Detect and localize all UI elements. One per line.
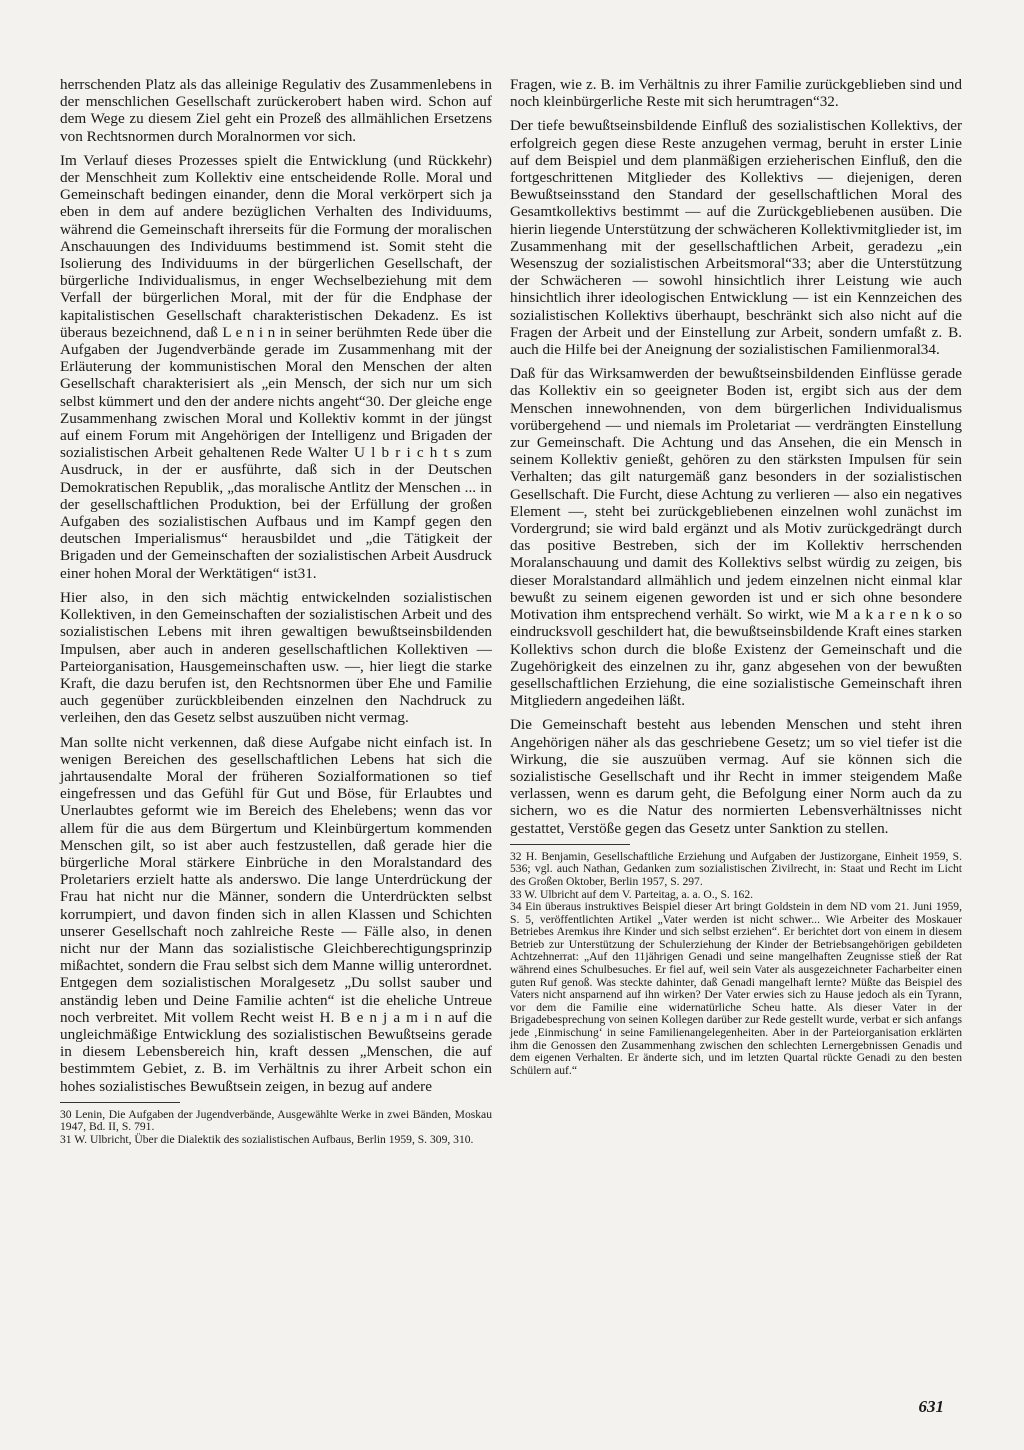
- footnotes: [60, 1109, 492, 1147]
- footnote: 31 W. Ulbricht, Über die Dialektik des sozialistischen Aufbaus, Berlin 1959, S. 309, 310.: [60, 1132, 474, 1146]
- paragraph: Der tiefe bewußtseinsbildende Einfluß des sozialistischen Kollektivs, der erfolgreich gegen diese Reste anzugehen vermag, beruht in erster Linie auf dem Beispiel und dem planmäßigen erzieherischen Einfluß, den die fortgeschrittenen Mitglieder des Kollektivs — diejenigen, deren Bewußtseinsstand den Standard der gesellschaftlichen Moral des Gesamtkollektivs bestimmt — auf die Zurückgebliebenen ausüben. Die hierin liegende Unterstützung der schwächeren Kollektivmitglieder ist, im Zusammenhang mit der gesellschaftlichen Arbeit, geradezu „ein Wesenszug der sozialistischen Arbeitsmoral“33; aber die Unterstützung der Schwächeren — sowohl hinsichtlich ihrer Leistung wie auch hinsichtlich ihrer ideologischen Entwicklung — ist ein Kennzeichen des sozialistischen Kollektivs überhaupt, beschränkt sich also nicht auf die Fragen der Arbeit und der Einstellung zur Arbeit, sondern umfaßt z. B. auch die Hilfe bei der Aneignung der sozialistischen Familienmoral34.: [510, 117, 962, 359]
- paragraph: Im Verlauf dieses Prozesses spielt die Entwicklung (und Rückkehr) der Menschheit zum Kollektiv eine entscheidende Rolle. Moral und Gemeinschaft bedingen einander, denn die Moral verkörpert sich ja eben in dem auf andere bezüglichen Verhalten des Individuums, während die Gemeinschaft ihrerseits für die Formung der moralischen Anschauungen des Individuums bestimmend ist. Somit steht die Isolierung des Individuums in der bürgerlichen Gesellschaft, der bürgerliche Individualismus, in enger Wechselbeziehung mit dem Verfall der bürgerlichen Moral, mit der für die Endphase der kapitalistischen Gesellschaft charakteristischen Dekadenz. Es ist überaus bezeichnend, daß L e n i n in seiner berühmten Rede über die Aufgaben der Jugendverbände gerade im Zusammenhang mit der Erläuterung der kommunistischen Moral den Menschen der alten Gesellschaft charakterisiert als „ein Mensch, der sich nur um sich selbst kümmert und den der andere nichts angeht“30. Der gleiche enge Zusammenhang zwischen Moral und Kollektiv kommt in der jüngst auf einem Forum mit Angehörigen der Intelligenz und Brigaden der sozialistischen Arbeit gehaltenen Rede Walter U l b r i c h t s zum Ausdruck, in der er ausführte, daß sich in der Deutschen Demokratischen Republik, „das moralische Antlitz der Menschen ... in der gesellschaftlichen Produktion, bei der Erfüllung der großen Aufgaben des sozialistischen Aufbaus und im Kampf gegen den deutschen Imperialismus“ herausbildet und „die Tätigkeit der Brigaden und der Gemeinschaften der sozialistischen Arbeit Ausdruck einer hohen Moral der Werktätigen“ ist31.: [60, 151, 492, 582]
- left-column: [60, 76, 492, 1147]
- paragraph: Hier also, in den sich mächtig entwickelnden sozialistischen Kollektiven, in den Gemeinschaften der sozialistischen Arbeit und des sozialistischen Lebens mit ihren gewaltigen bewußtseinsbildenden Impulsen, aber auch in anderen gesellschaftlichen Kollektiven — Parteiorganisation, Hausgemeinschaften usw. —, hier liegt die starke Kraft, die dazu berufen ist, den Rechtsnormen über Ehe und Familie auch gegenüber zurückbleibenden einzelnen den Nachdruck zu verleihen, den das Gesetz selbst auszuüben nicht vermag.: [60, 588, 492, 727]
- footnote: 33 W. Ulbricht auf dem V. Parteitag, a. a. O., S. 162.: [510, 887, 754, 901]
- footnotes: [510, 851, 962, 1078]
- paragraph: Daß für das Wirksamwerden der bewußtseinsbildenden Einflüsse gerade das Kollektiv ein so geeigneter Boden ist, ergibt sich aus der dem Menschen innewohnenden, von dem bürgerlichen Individualismus vorübergehend — und niemals im Proletariat — verdrängten Einstellung zur Gemeinschaft. Die Achtung und das Ansehen, die ein Mensch in seinem Kollektiv genießt, gehören zu den stärksten Impulsen für sein Verhalten; das gilt naturgemäß ganz besonders in der sozialistischen Gesellschaft. Die Furcht, diese Achtung zu verlieren — also ein negatives Element —, steht bei zurückgebliebenen einzelnen wohl zunächst im Vordergrund; sie wird bald ergänzt und als Motiv zurückgedrängt durch das positive Bestreben, sich der im Kollektiv herrschenden Moralanschauung und damit des Kollektivs selbst würdig zu zeigen, bis dieser Moralstandard allmählich und jedem einzelnen nicht einmal klar bewußt zu seinem eigenen geworden ist und er sich ohne besondere Motivation ihm entsprechend verhält. So wirkt, wie M a k a r e n k o so eindrucksvoll geschildert hat, die bewußtseinsbildende Kraft eines starken Kollektivs schon durch die bloße Existenz der Gemeinschaft und die Zugehörigkeit des einzelnen zu ihr, ganz abgesehen von der bewußten gesellschaftlichen Erziehung, die eine sozialistische Gemeinschaft ihren Mitgliedern angedeihen läßt.: [510, 365, 962, 710]
- footnote-divider: [60, 1102, 180, 1103]
- paragraph: Die Gemeinschaft besteht aus lebenden Menschen und steht ihren Angehörigen näher als das geschriebene Gesetz; um so viel tiefer ist die Wirkung, die sie auszuüben vermag. Auf sie können sich die sozialistische Gesellschaft und ihr Recht in immer steigendem Maße verlassen, wenn es darum geht, die Befolgung einer Norm auch da zu sichern, wo es die Natur des normierten Lebensverhältnisses nicht gestattet, Verstöße gegen das Gesetz unter Sanktion zu stellen.: [510, 716, 962, 837]
- footnote: 34 Ein überaus instruktives Beispiel dieser Art bringt Goldstein in dem ND vom 21. Juni 1959, S. 5, veröffentlichten Artikel „Vater werden ist nicht schwer... Wie Arbeiter des Moskauer Betriebes Aremkus ihre Kinder und sich selbst erziehen“. Er berichtet dort von einem in diesem Betrieb zur Unterstützung der Schulerziehung der Kinder der Betriebsangehörigen gebildeten Achtzehnerrat: „Auf den 11jährigen Genadi und seine mangelhaften Zeugnisse stieß der Rat während eines Schulbesuches. Er fiel auf, weil sein Vater als ausgezeichneter Facharbeiter einen guten Ruf genoß. Was steckte dahinter, daß Genadi mangelhaft lernte? Müßte das Beispiel des Vaters nicht ansparnend auf ihn wirken? Der Vater erwies sich zu Hause jedoch als ein Tyrann, vor dem die Familie eine widernatürliche Scheu hatte. Als dieser Vater in der Brigadebesprechung von seinen Kollegen darüber zur Rede gestellt wurde, verbat er sich anfangs jede ‚Einmischung‘ in seine Familienangelegenheiten. Aber in der Parteiorganisation erklärten ihm die Genossen den Zusammenhang zwischen den schlechten Lernergebnissen Genadis und dem eigenen Verhalten. Er änderte sich, und im letzten Quartal rückte Genadi zu den besten Schülern auf.“: [510, 900, 962, 1077]
- right-column: [510, 76, 962, 1077]
- footnote-divider: [510, 844, 630, 845]
- footnote: 32 H. Benjamin, Gesellschaftliche Erziehung und Aufgaben der Justizorgane, Einheit 1959, S. 536; vgl. auch Nathan, Gedanken zum sozialistischen Zivilrecht, in: Staat und Recht im Licht des Großen Oktober, Berlin 1957, S. 297.: [510, 849, 962, 888]
- footnote: 30 Lenin, Die Aufgaben der Jugendverbände, Ausgewählte Werke in zwei Bänden, Moskau 1947, Bd. II, S. 791.: [60, 1107, 492, 1134]
- paragraph: Fragen, wie z. B. im Verhältnis zu ihrer Familie zurückgeblieben sind und noch kleinbürgerliche Reste mit sich herumtragen“32.: [510, 76, 962, 111]
- paragraph: Man sollte nicht verkennen, daß diese Aufgabe nicht einfach ist. In wenigen Bereichen des gesellschaftlichen Lebens hat sich die jahrtausendalte Moral der früheren Sozialformationen so tief eingefressen und das Gefühl für Gut und Böse, für Erlaubtes und Unerlaubtes geformt wie im Bereich des Ehelebens; wenn das vor allem für die aus dem Bürgertum und Kleinbürgertum kommenden Menschen gilt, so ist aber auch festzustellen, daß gerade hier die bürgerliche Moral stärkere Einbrüche in den Moralstandard des Proletariers erzielt hatte als anderswo. Die lange Unterdrückung der Frau hat nicht nur die Männer, sondern die Unterdrückten selbst korrumpiert, und davon finden sich in allen Klassen und Schichten unserer Gesellschaft noch zahlreiche Reste — Fälle also, in denen nicht nur der Mann das sozialistische Gleichberechtigungsprinzip mißachtet, sondern die Frau selbst sich dem Manne willig unterordnet. Entgegen dem sozialistischen Moralgesetz „Du sollst sauber und anständig leben und Deine Familie achten“ ist die eheliche Untreue noch verbreitet. Mit vollem Recht weist H. B e n j a m i n auf die ungleichmäßige Entwicklung des sozialistischen Bewußtseins gerade in diesem Lebensbereich hin, kraft dessen „Menschen, die auf bestimmtem Gebiet, z. B. im Verhältnis zu ihrer Arbeit schon ein hohes sozialistisches Bewußtsein zeigen, in bezug auf andere: [60, 733, 492, 1095]
- page-number: 631: [918, 1397, 944, 1416]
- paragraph: herrschenden Platz als das alleinige Regulativ des Zusammenlebens in der menschlichen Gesellschaft zurückerobert haben wird. Schon auf dem Wege zu diesem Ziel geht ein Prozeß des allmählichen Ersetzens von Rechtsnormen durch Moralnormen vor sich.: [60, 76, 492, 145]
